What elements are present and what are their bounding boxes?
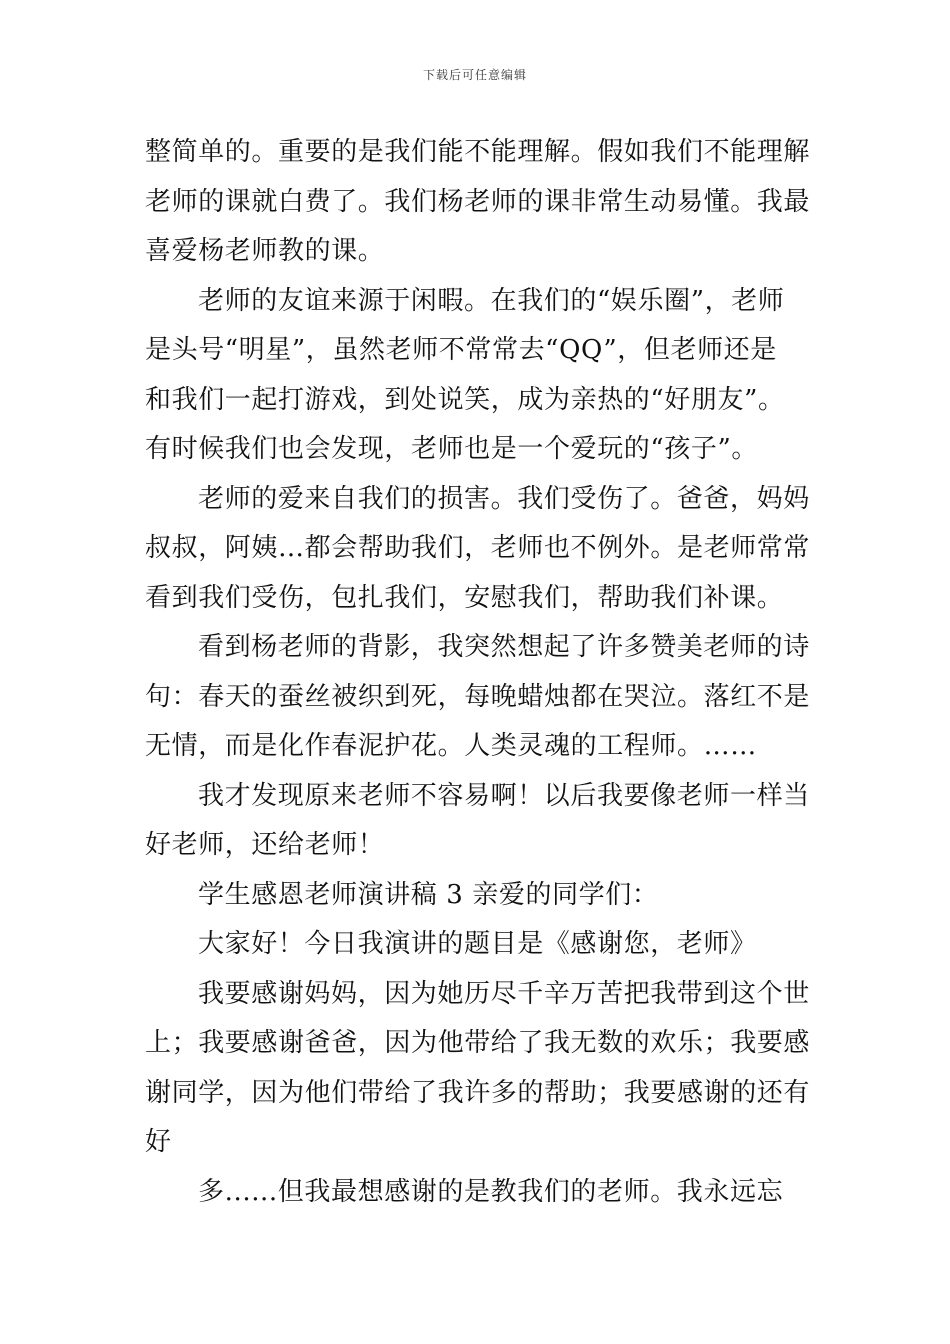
text-line: 叔叔，阿姨…都会帮助我们，老师也不例外。是老师常常 [145, 533, 811, 563]
text-line: 有时候我们也会发现，老师也是一个爱玩的“孩子”。 [145, 434, 758, 464]
text-line: 我才发现原来老师不容易啊！以后我要像老师一样当 [198, 780, 810, 811]
text-line: 无情，而是化作春泥护花。人类灵魂的工程师。…… [145, 731, 757, 761]
text-line: 句：春天的蚕丝被织到死，每晚蜡烛都在哭泣。落红不是 [145, 681, 811, 712]
text-line: 老师的课就白费了。我们杨老师的课非常生动易懂。我最 [145, 186, 811, 217]
text-line: 老师的爱来自我们的损害。我们受伤了。爸爸，妈妈 [198, 483, 810, 514]
text-line: 整简单的。重要的是我们能不能理解。假如我们不能理解 [145, 137, 811, 167]
text-line: 好 [145, 1127, 172, 1157]
text-line: 和我们一起打游戏，到处说笑，成为亲热的“好朋友”。 [145, 384, 785, 415]
text-line: 多......但我最想感谢的是教我们的老师。我永远忘 [198, 1176, 784, 1207]
text-line: 看到我们受伤，包扎我们，安慰我们，帮助我们补课。 [145, 582, 784, 613]
text-line: 学生感恩老师演讲稿 3 亲爱的同学们： [198, 879, 659, 910]
text-line: 好老师，还给老师！ [145, 830, 385, 860]
text-line: 老师的友谊来源于闲暇。在我们的“娱乐圈”，老师 [198, 285, 785, 316]
text-line: 大家好！今日我演讲的题目是《感谢您，老师》 [198, 929, 757, 959]
document-body [145, 128, 815, 1217]
page-header: 下载后可任意编辑 [422, 68, 527, 82]
text-line: 看到杨老师的背影，我突然想起了许多赞美老师的诗 [198, 632, 810, 662]
text-line: 是头号“明星”，虽然老师不常常去“QQ”，但老师还是 [145, 335, 777, 365]
text-line: 上；我要感谢爸爸，因为他带给了我无数的欢乐；我要感 [145, 1028, 811, 1058]
text-line: 谢同学，因为他们带给了我许多的帮助；我要感谢的还有 [145, 1077, 811, 1108]
text-line: 我要感谢妈妈，因为她历尽千辛万苦把我带到这个世 [198, 978, 810, 1009]
text-line: 喜爱杨老师教的课。 [145, 236, 385, 266]
